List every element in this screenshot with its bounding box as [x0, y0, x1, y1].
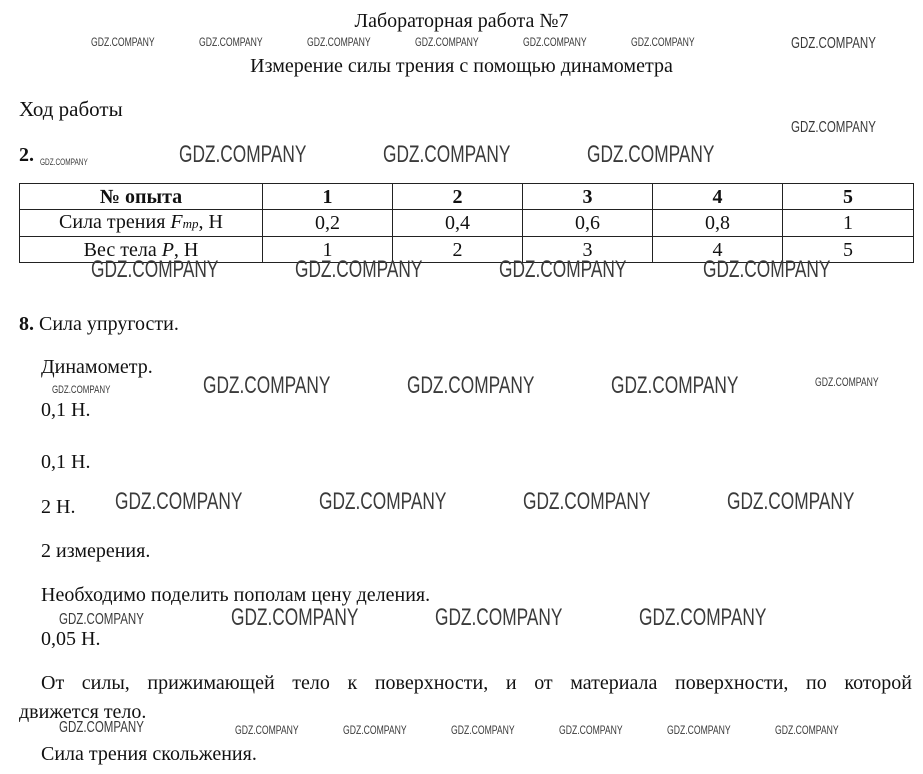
watermark: GDZ.COMPANY — [59, 611, 144, 628]
watermark: GDZ.COMPANY — [343, 723, 407, 737]
answer-line: 2 Н. — [41, 496, 76, 518]
table-cell: 0,2 — [263, 210, 393, 237]
table-column-header: 5 — [783, 184, 914, 210]
watermark: GDZ.COMPANY — [235, 723, 299, 737]
watermark: GDZ.COMPANY — [523, 488, 651, 515]
watermark: GDZ.COMPANY — [559, 723, 623, 737]
watermark: GDZ.COMPANY — [775, 723, 839, 737]
watermark: GDZ.COMPANY — [587, 141, 715, 168]
answer-line: движется тело. — [19, 701, 147, 723]
watermark: GDZ.COMPANY — [199, 35, 263, 49]
row-label-weight: Вес тела P, Н — [20, 237, 263, 263]
item-8 — [19, 313, 179, 335]
watermark: GDZ.COMPANY — [59, 719, 144, 736]
watermark: GDZ.COMPANY — [631, 35, 695, 49]
table-cell: 5 — [783, 237, 914, 263]
answer-line: 0,1 Н. — [41, 451, 91, 473]
watermark: GDZ.COMPANY — [295, 256, 423, 283]
table-cell: 0,4 — [393, 210, 523, 237]
watermark: GDZ.COMPANY — [727, 488, 855, 515]
answer-line: Необходимо поделить пополам цену деления. — [41, 584, 431, 606]
watermark: GDZ.COMPANY — [231, 604, 359, 631]
table-header-row — [20, 184, 914, 210]
answer-line: 0,05 Н. — [41, 628, 101, 650]
watermark: GDZ.COMPANY — [667, 723, 731, 737]
answer-line: Сила трения скольжения. — [41, 743, 257, 765]
watermark: GDZ.COMPANY — [115, 488, 243, 515]
watermark: GDZ.COMPANY — [435, 604, 563, 631]
table-row — [20, 210, 914, 237]
section-heading: Ход работы — [19, 97, 123, 121]
table-cell: 4 — [653, 237, 783, 263]
table-cell: 0,8 — [653, 210, 783, 237]
answer-line: От силы, прижимающей тело к поверхности, и от материала поверхности, по которой — [41, 672, 912, 694]
item-8-number: 8. — [19, 313, 34, 335]
answer-line: 0,1 Н. — [41, 399, 91, 421]
table-cell: 0,6 — [523, 210, 653, 237]
watermark: GDZ.COMPANY — [611, 372, 739, 399]
watermark: GDZ.COMPANY — [307, 35, 371, 49]
watermark: GDZ.COMPANY — [791, 119, 876, 136]
table-column-header: 2 — [393, 184, 523, 210]
watermark: GDZ.COMPANY — [523, 35, 587, 49]
item-8-text: Сила упругости. — [39, 313, 179, 335]
watermark: GDZ.COMPANY — [499, 256, 627, 283]
table-column-header: 1 — [263, 184, 393, 210]
watermark: GDZ.COMPANY — [179, 141, 307, 168]
table-column-header: 4 — [653, 184, 783, 210]
watermark: GDZ.COMPANY — [91, 256, 219, 283]
watermark: GDZ.COMPANY — [703, 256, 831, 283]
watermark: GDZ.COMPANY — [203, 372, 331, 399]
watermark: GDZ.COMPANY — [815, 375, 879, 389]
row-label-friction: Сила трения Fтр, Н — [20, 210, 263, 237]
table-cell: 2 — [393, 237, 523, 263]
table-cell: 1 — [783, 210, 914, 237]
watermark: GDZ.COMPANY — [383, 141, 511, 168]
table-cell: 3 — [523, 237, 653, 263]
table-cell: 1 — [263, 237, 393, 263]
watermark: GDZ.COMPANY — [40, 157, 88, 167]
results-table — [19, 183, 914, 263]
table-header-cell: № опыта — [20, 184, 263, 210]
watermark: GDZ.COMPANY — [319, 488, 447, 515]
item-2-number: 2. — [19, 144, 34, 166]
watermark: GDZ.COMPANY — [407, 372, 535, 399]
watermark: GDZ.COMPANY — [91, 35, 155, 49]
watermark: GDZ.COMPANY — [639, 604, 767, 631]
answer-line: Динамометр. — [41, 356, 153, 378]
watermark: GDZ.COMPANY — [415, 35, 479, 49]
watermark: GDZ.COMPANY — [451, 723, 515, 737]
lab-subtitle: Измерение силы трения с помощью динамометра — [250, 55, 673, 77]
table-column-header: 3 — [523, 184, 653, 210]
watermark: GDZ.COMPANY — [791, 35, 876, 52]
watermark: GDZ.COMPANY — [52, 384, 111, 396]
lab-title: Лабораторная работа №7 — [354, 10, 569, 32]
answer-line: 2 измерения. — [41, 540, 151, 562]
